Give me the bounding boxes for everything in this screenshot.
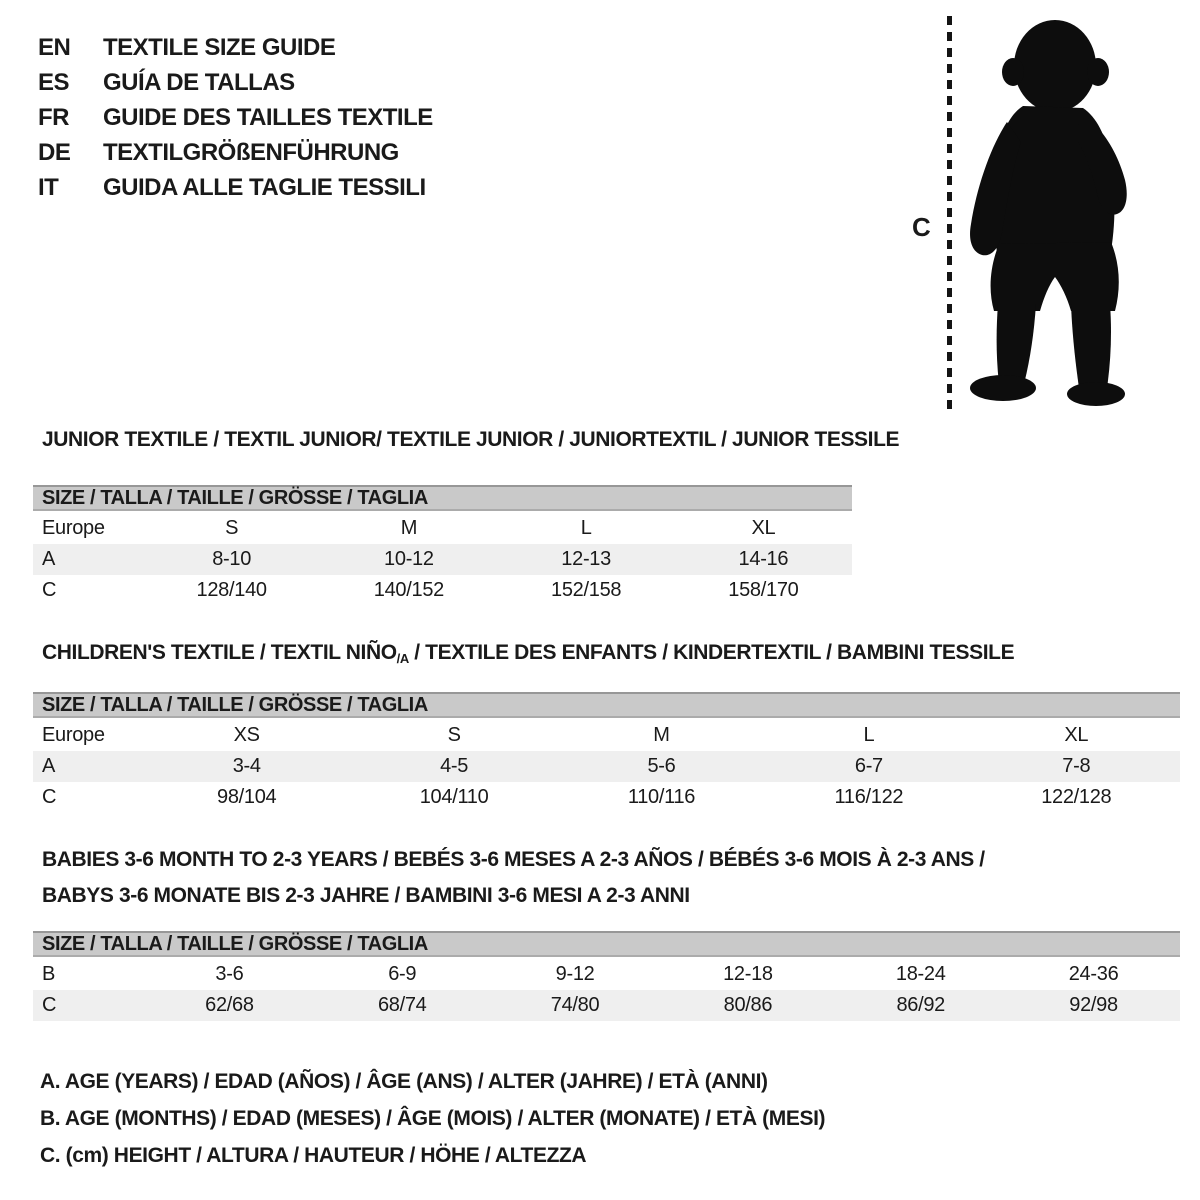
table-cell: 80/86 xyxy=(723,994,773,1016)
table-cell: L xyxy=(580,517,592,539)
table-row xyxy=(33,720,1180,751)
row-label: C xyxy=(42,994,57,1016)
language-title: GUIDA ALLE TAGLIE TESSILI xyxy=(103,173,426,201)
note-age-years: A. AGE (YEARS) / EDAD (AÑOS) / ÂGE (ANS) / ALTER (JAHRE) / ETÀ (ANNI) xyxy=(40,1070,768,1093)
table-row xyxy=(33,782,1180,813)
table-row xyxy=(33,544,852,575)
table-cell: 12-13 xyxy=(561,548,611,570)
table-cell: M xyxy=(653,724,670,746)
junior-size-table xyxy=(33,485,852,606)
babies-section-heading-line1: BABIES 3-6 MONTH TO 2-3 YEARS / BEBÉS 3-6 MESES A 2-3 AÑOS / BÉBÉS 3-6 MOIS À 2-3 ANS / xyxy=(42,848,985,871)
language-title: GUÍA DE TALLAS xyxy=(103,68,295,96)
junior-table-header-bar xyxy=(33,485,852,511)
table-cell: 158/170 xyxy=(728,579,799,601)
table-cell: S xyxy=(225,517,239,539)
table-cell: 8-10 xyxy=(212,548,252,570)
row-label: B xyxy=(42,963,56,985)
table-cell: 7-8 xyxy=(1062,755,1091,777)
babies-section-heading-line2: BABYS 3-6 MONATE BIS 2-3 JAHRE / BAMBINI 3-6 MESI A 2-3 ANNI xyxy=(42,884,690,907)
children-section-heading xyxy=(42,641,1014,665)
row-label: C xyxy=(42,786,57,808)
junior-table-header-label: SIZE / TALLA / TAILLE / GRÖSSE / TAGLIA xyxy=(42,486,428,509)
table-row xyxy=(33,513,852,544)
table-cell: 86/92 xyxy=(896,994,946,1016)
table-cell: XL xyxy=(751,517,776,539)
table-cell: 14-16 xyxy=(738,548,789,570)
language-title: TEXTILGRÖßENFÜHRUNG xyxy=(103,138,399,166)
language-row xyxy=(38,65,433,100)
height-measure-dashed-line xyxy=(947,16,952,416)
table-cell: M xyxy=(400,517,418,539)
row-label: A xyxy=(42,755,56,777)
table-cell: XS xyxy=(233,724,260,746)
table-cell: 62/68 xyxy=(205,994,254,1016)
table-cell: 74/80 xyxy=(550,994,600,1016)
note-age-months: B. AGE (MONTHS) / EDAD (MESES) / ÂGE (MOIS) / ALTER (MONATE) / ETÀ (MESI) xyxy=(40,1107,826,1130)
table-row xyxy=(33,575,852,606)
table-cell: 6-9 xyxy=(388,963,417,985)
language-title-block xyxy=(38,30,433,205)
table-cell: 98/104 xyxy=(217,786,277,808)
children-table-header-label: SIZE / TALLA / TAILLE / GRÖSSE / TAGLIA xyxy=(42,693,428,716)
table-row xyxy=(33,751,1180,782)
children-size-table xyxy=(33,692,1180,813)
language-code: FR xyxy=(38,103,69,131)
table-cell: 18-24 xyxy=(895,963,946,985)
junior-section-heading: JUNIOR TEXTILE / TEXTIL JUNIOR/ TEXTILE JUNIOR / JUNIORTEXTIL / JUNIOR TESSILE xyxy=(42,428,900,451)
babies-table-header-bar xyxy=(33,931,1180,957)
row-label: C xyxy=(42,579,57,601)
table-cell: XL xyxy=(1064,724,1089,746)
table-cell: 3-4 xyxy=(232,755,261,777)
language-code: ES xyxy=(38,68,70,96)
row-label: Europe xyxy=(42,724,105,746)
language-title: GUIDE DES TAILLES TEXTILE xyxy=(103,103,433,131)
table-cell: 68/74 xyxy=(377,994,427,1016)
table-cell: 24-36 xyxy=(1068,963,1119,985)
children-heading-prefix: CHILDREN'S TEXTILE / TEXTIL NIÑO xyxy=(42,641,397,664)
table-cell: 110/116 xyxy=(627,786,696,808)
children-table-header-bar xyxy=(33,692,1180,718)
table-cell: 6-7 xyxy=(854,755,883,777)
table-cell: 152/158 xyxy=(551,579,622,601)
table-row xyxy=(33,959,1180,990)
table-cell: 9-12 xyxy=(555,963,595,985)
language-title: TEXTILE SIZE GUIDE xyxy=(103,33,336,61)
table-cell: 122/128 xyxy=(1041,786,1112,808)
table-cell: 3-6 xyxy=(215,963,244,985)
language-code: EN xyxy=(38,33,71,61)
children-heading-suffix: / TEXTILE DES ENFANTS / KINDERTEXTIL / BAMBINI TESSILE xyxy=(408,641,1015,664)
language-code: IT xyxy=(38,173,59,201)
language-row xyxy=(38,135,433,170)
table-cell: 140/152 xyxy=(373,579,444,601)
language-row xyxy=(38,30,433,65)
row-label: A xyxy=(42,548,56,570)
row-label: Europe xyxy=(42,517,105,539)
table-cell: 4-5 xyxy=(440,755,469,777)
babies-table-header-label: SIZE / TALLA / TAILLE / GRÖSSE / TAGLIA xyxy=(42,932,428,955)
toddler-silhouette-icon xyxy=(963,14,1143,414)
language-code: DE xyxy=(38,138,71,166)
table-cell: 10-12 xyxy=(384,548,434,570)
height-measure-label: C xyxy=(912,212,931,242)
table-row xyxy=(33,990,1180,1021)
table-cell: 92/98 xyxy=(1069,994,1118,1016)
table-cell: 128/140 xyxy=(196,579,267,601)
babies-size-table xyxy=(33,931,1180,1021)
note-height-cm: C. (cm) HEIGHT / ALTURA / HAUTEUR / HÖHE / ALTEZZA xyxy=(40,1144,587,1167)
table-cell: S xyxy=(447,724,461,746)
table-cell: 5-6 xyxy=(647,755,676,777)
table-cell: 12-18 xyxy=(723,963,773,985)
children-heading-subscript: /A xyxy=(396,651,409,666)
language-row xyxy=(38,170,433,205)
table-cell: 104/110 xyxy=(419,786,489,808)
table-cell: L xyxy=(863,724,875,746)
table-cell: 116/122 xyxy=(834,786,904,808)
language-row xyxy=(38,100,433,135)
